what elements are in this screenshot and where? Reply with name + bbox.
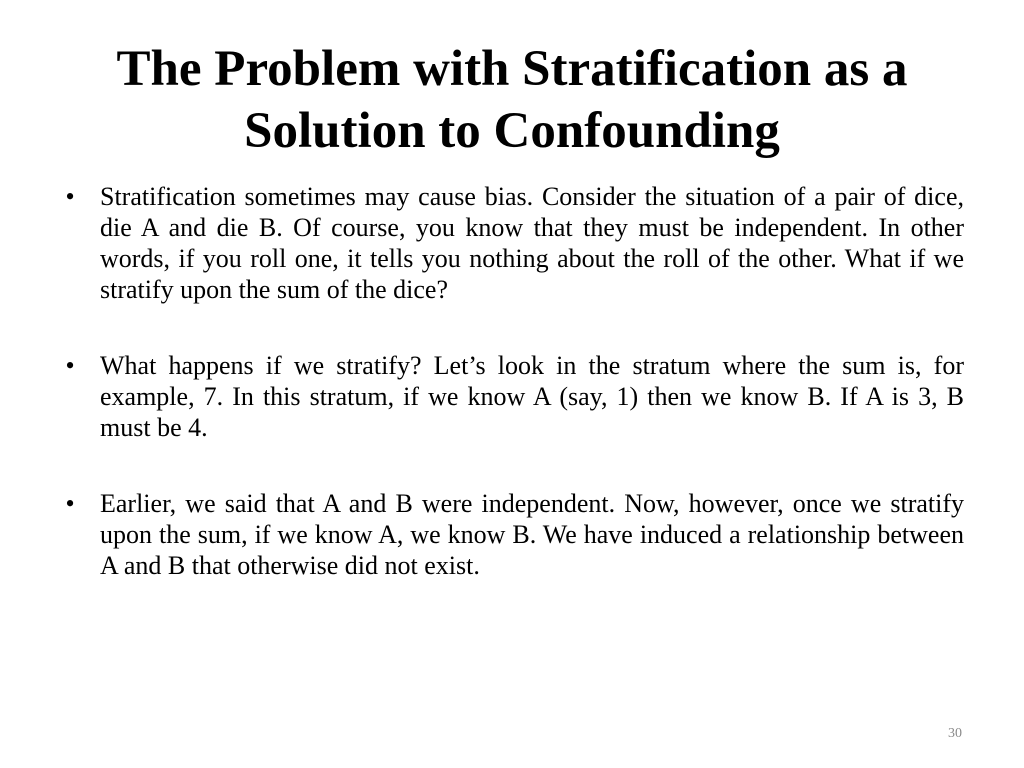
- slide-number: 30: [948, 726, 962, 741]
- bullet-text: Stratification sometimes may cause bias. Consider the situation of a pair of dice, die A and die B. Of course, you know that they must be independent. In other words, if you roll one, it tells you nothing about the roll of the other. What if we stratify upon the sum of the dice?: [100, 182, 964, 304]
- slide-title: The Problem with Stratification as a Solution to Confounding: [116, 41, 908, 159]
- bullet-marker: •: [65, 182, 75, 211]
- bullet-text: Earlier, we said that A and B were independent. Now, however, once we stratify upon the sum, if we know A, we know B. We have induced a relationship between A and B that otherwise did not exist.: [100, 489, 964, 580]
- bullet-marker: •: [65, 351, 75, 380]
- bullet-text: What happens if we stratify? Let’s look in the stratum where the sum is, for example, 7. In this stratum, if we know A (say, 1) then we know B. If A is 3, B must be 4.: [100, 351, 964, 442]
- bullet-item: [60, 350, 964, 443]
- bullet-marker: •: [65, 489, 75, 518]
- bullet-list: [60, 181, 964, 626]
- bullet-item: [60, 488, 964, 581]
- bullet-item: [60, 181, 964, 305]
